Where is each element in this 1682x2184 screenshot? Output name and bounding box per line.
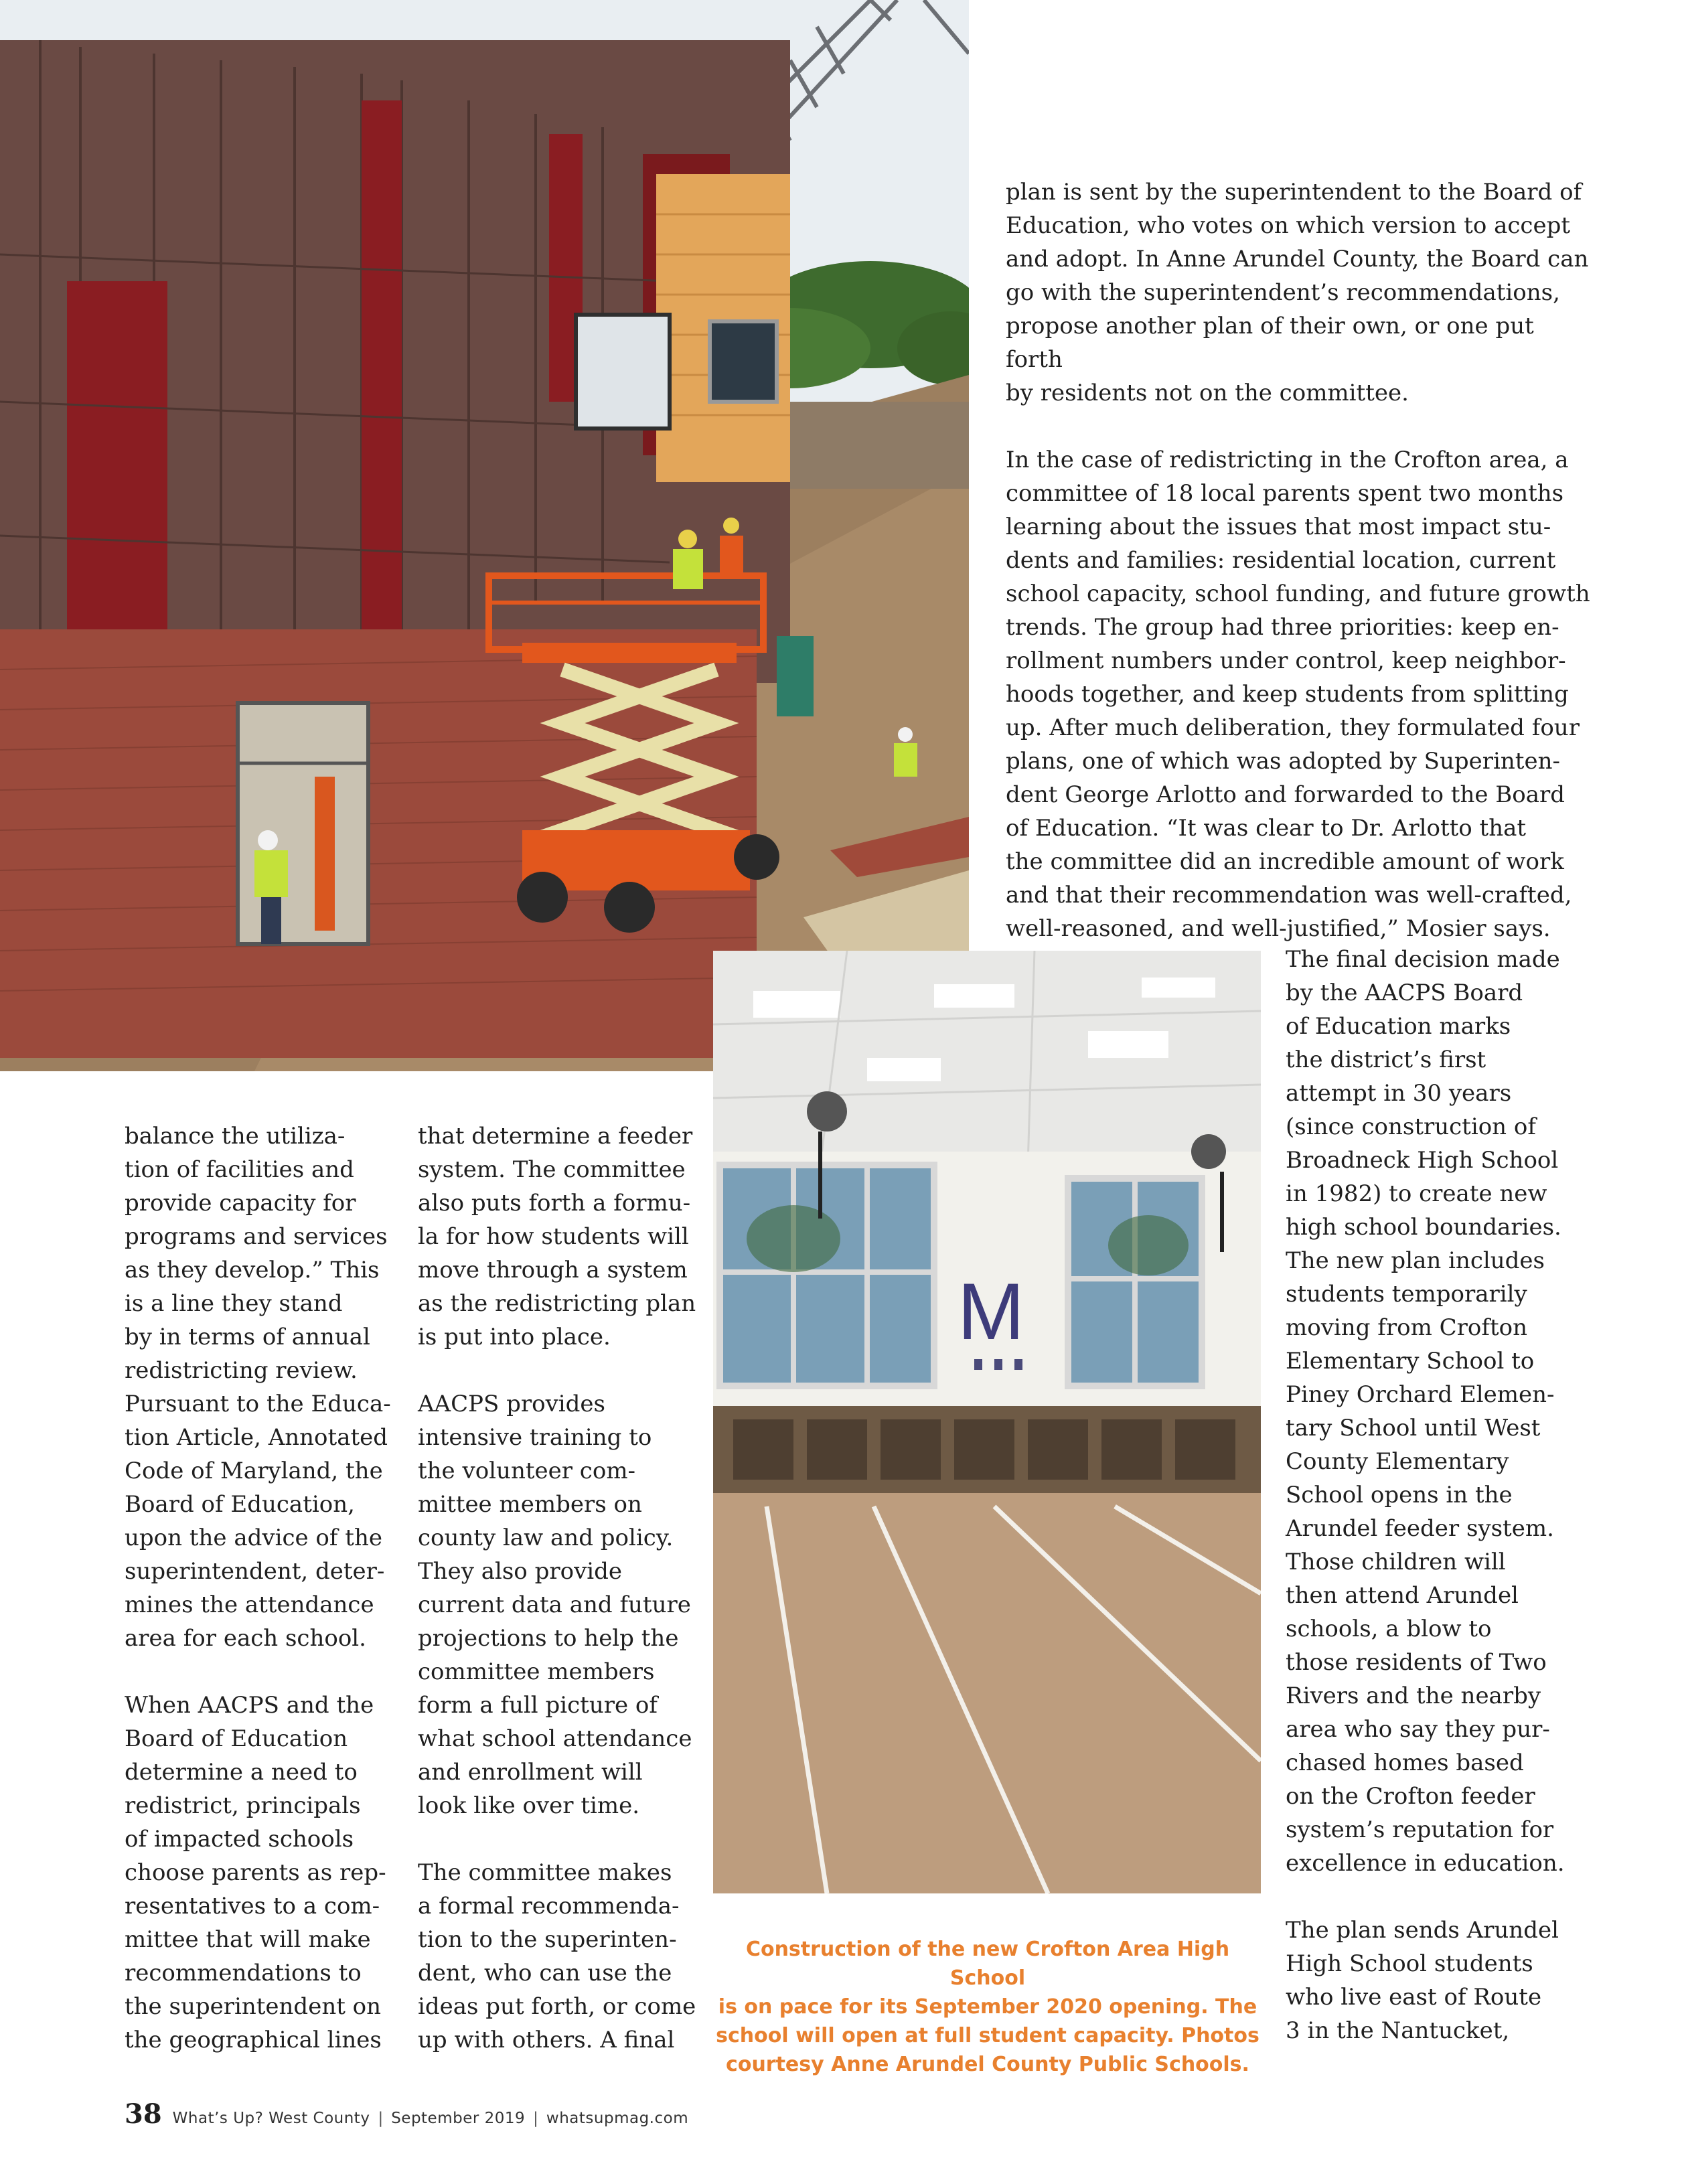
article-column-right xyxy=(1286,943,1567,2047)
construction-photo xyxy=(0,0,969,1071)
article-paragraph: In the case of redistricting in the Crofton area, a committee of 18 local parents spent two months learning about the issues that most impact stu- dents and families: residential location, current school capacity, school funding, and future growth trends. The group had three priorities: keep en- rollment numbers under control, keep neighbor- hoods together, and keep students from splitting up. After much deliberation, they formulated four plans, one of which was adopted by Superinten- dent George Arlotto and forwarded to the Board of Education. “It was clear to Dr. Arlotto that the committee did an incredible amount of work and that their recommendation was well-crafted, well-reasoned, and well-justified,” Mosier says. xyxy=(1006,447,1590,942)
page-number: 38 xyxy=(125,2098,162,2130)
footer-separator: | xyxy=(533,2110,538,2127)
article-column-left-2 xyxy=(418,1119,699,2057)
article-paragraph: The plan sends Arundel High School students who live east of Route 3 in the Nantucket, xyxy=(1286,1917,1559,2044)
wall-letter: M xyxy=(958,1267,1024,1356)
footer-separator: | xyxy=(378,2110,384,2127)
website-link[interactable]: whatsupmag.com xyxy=(546,2110,689,2127)
publication-name: What’s Up? West County xyxy=(172,2110,370,2127)
photo-caption: Construction of the new Crofton Area High School is on pace for its September 2020 opening. The school will open at full student capacity. Photos courtesy Anne Arundel County Public Schools. xyxy=(716,1938,1259,2076)
article-column-left-1 xyxy=(125,1119,406,2057)
article-paragraph: balance the utiliza- tion of facilities and provide capacity for programs and services as they develop.” This is a line they stand by in terms of annual redistricting review. Pursuant to the Educa- tion Article, Annotated Code of Maryland, the Board of Education, upon the advice of the superintendent, deter- mines the attendance area for each school. xyxy=(125,1123,391,1652)
article-column-top-right xyxy=(1006,175,1595,945)
page-footer xyxy=(125,2098,688,2130)
article-paragraph: The committee makes a formal recommenda- tion to the superinten- dent, who can use the ideas put forth, or come up with others. A final xyxy=(418,1859,696,2053)
article-paragraph: that determine a feeder system. The committee also puts forth a formu- la for how students will move through a system as the redistricting plan is put into place. xyxy=(418,1123,696,1350)
article-paragraph: The final decision made by the AACPS Board of Education marks the district’s first attempt in 30 years (since construction of Broadneck High School in 1982) to create new high school boundaries. The new plan includes students temporarily moving from Crofton Elementary School to Piney Orchard Elemen- tary School until West County Elementary School opens in the Arundel feeder system. Those children will then attend Arundel schools, a blow to those residents of Two Rivers and the nearby area who say they pur- chased homes based on the Crofton feeder system’s reputation for excellence in education. xyxy=(1286,946,1565,1877)
article-paragraph: plan is sent by the superintendent to the Board of Education, who votes on which version to accept and adopt. In Anne Arundel County, the Board can go with the superintendent’s recommendations, propose another plan of their own, or one put forth by residents not on the committee. xyxy=(1006,179,1589,406)
article-paragraph: When AACPS and the Board of Education determine a need to redistrict, principals of impacted schools choose parents as rep- resentatives to a com- mittee that will make recommendations to the superintendent on the geographical lines xyxy=(125,1692,386,2053)
interior-photo xyxy=(713,951,1261,1893)
article-paragraph: AACPS provides intensive training to the volunteer com- mittee members on county law and policy. They also provide current data and future projections to help the committee members form a full picture of what school attendance and enrollment will look like over time. xyxy=(418,1391,692,1819)
issue-date: September 2019 xyxy=(391,2110,526,2127)
